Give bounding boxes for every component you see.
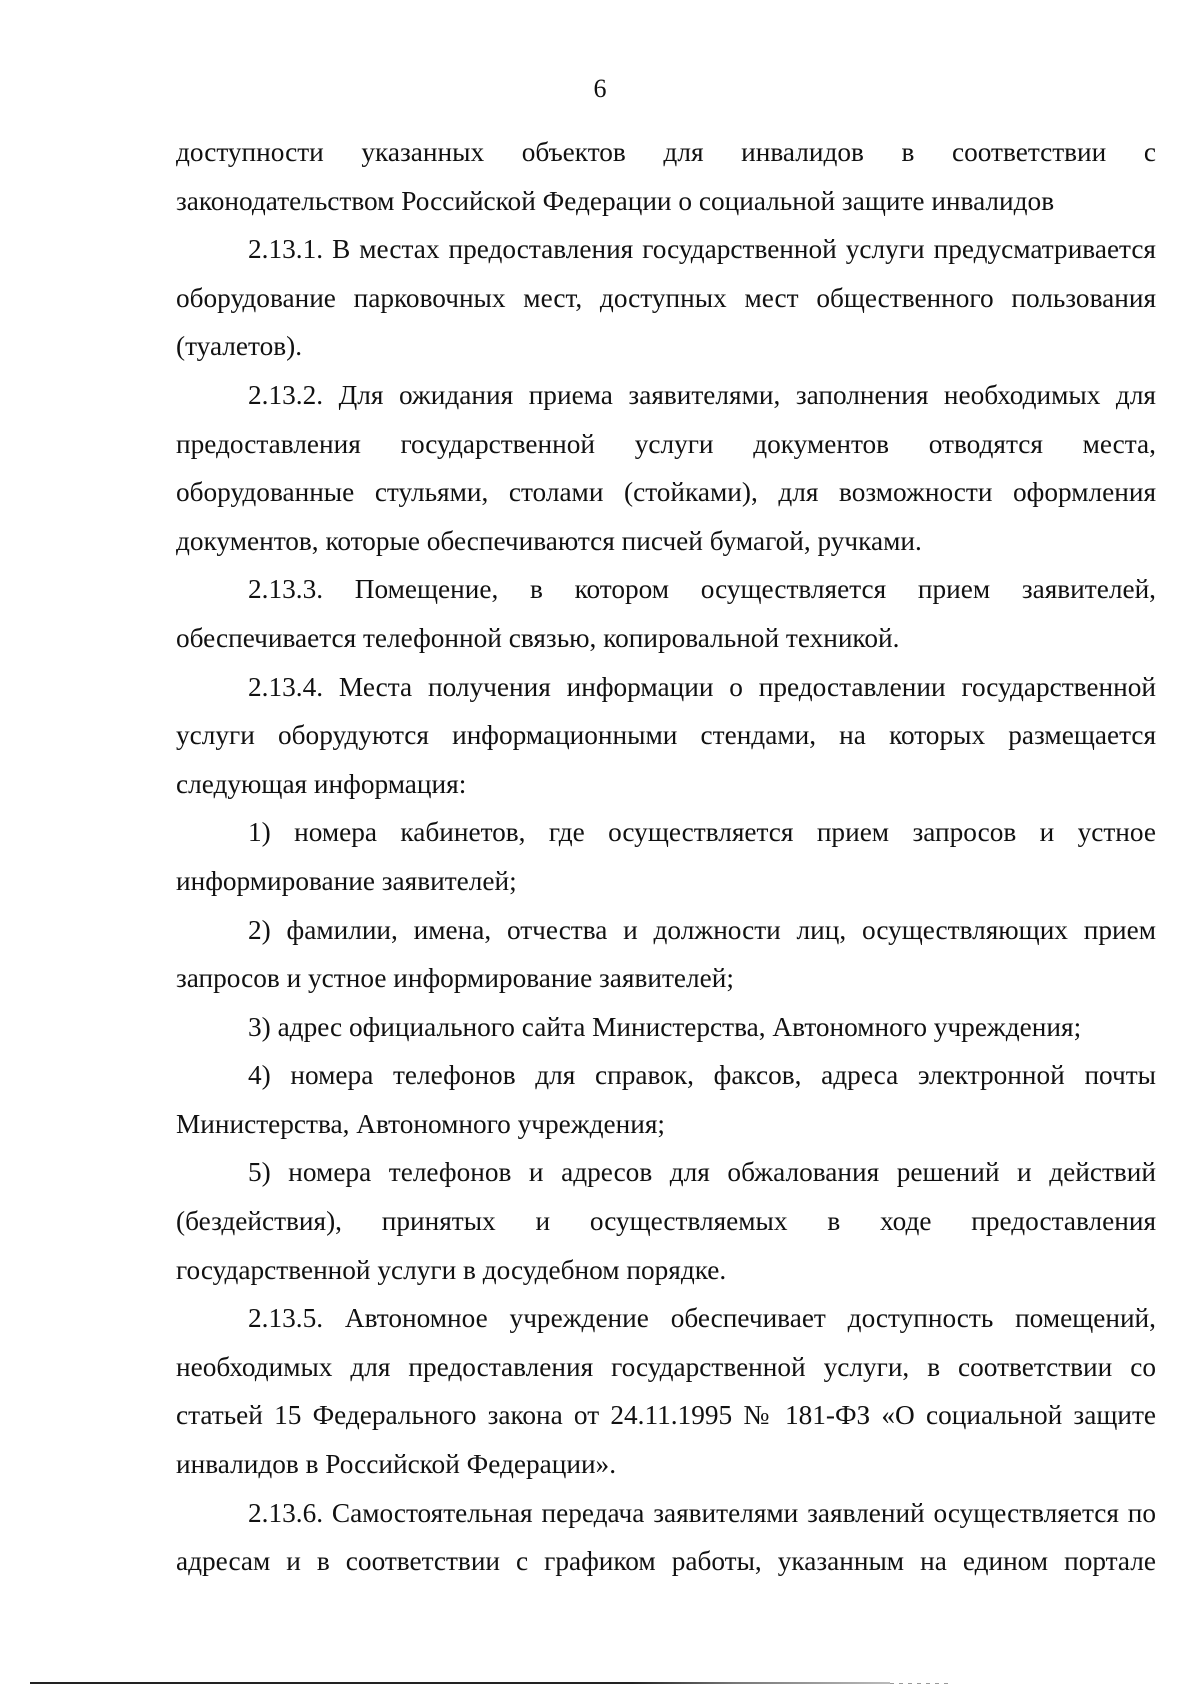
- list-item-2: 2) фамилии, имена, отчества и должности лиц, осуществляющих прием запросов и устное информирование заявителей;: [176, 914, 1156, 994]
- document-body: [176, 128, 1156, 1586]
- paragraph-2-13-2: 2.13.2. Для ожидания приема заявителями, заполнения необходимых для предоставления государственной услуги документов отводятся места, оборудованные стульями, столами (стойками), для возможности оформления документов, которые обеспечиваются писчей бумагой, ручками.: [176, 379, 1156, 556]
- paragraph-2-13-4: 2.13.4. Места получения информации о предоставлении государственной услуги оборудуются информационными стендами, на которых размещается следующая информация:: [176, 671, 1156, 799]
- list-item-1: 1) номера кабинетов, где осуществляется прием запросов и устное информирование заявителей;: [176, 817, 1156, 896]
- paragraph-2-13-6: 2.13.6. Самостоятельная передача заявителями заявлений осуществляется по адресам и в соответствии с графиком работы, указанным на едином портале: [176, 1497, 1156, 1577]
- paragraph-2-13-1: 2.13.1. В местах предоставления государственной услуги предусматривается оборудование парковочных мест, доступных мест общественного пользования (туалетов).: [176, 234, 1156, 362]
- paragraph-continuation: доступности указанных объектов для инвалидов в соответствии с законодательством Российской Федерации о социальной защите инвалидов: [176, 137, 1156, 216]
- list-item-3: 3) адрес официального сайта Министерства, Автономного учреждения;: [248, 1011, 1082, 1042]
- list-item-5: 5) номера телефонов и адресов для обжалования решений и действий (бездействия), принятых и осуществляемых в ходе предоставления государственной услуги в досудебном порядке.: [176, 1157, 1156, 1285]
- paragraph-2-13-3: 2.13.3. Помещение, в котором осуществляется прием заявителей, обеспечивается телефонной связью, копировальной техникой.: [176, 574, 1156, 653]
- paragraph-2-13-5: 2.13.5. Автономное учреждение обеспечивает доступность помещений, необходимых для предоставления государственной услуги, в соответствии со статьей 15 Федерального закона от 24.11.1995 № 181-ФЗ «О социальной защите инвалидов в Российской Федерации».: [176, 1303, 1156, 1480]
- list-item-4: 4) номера телефонов для справок, факсов, адреса электронной почты Министерства, Автономного учреждения;: [176, 1060, 1156, 1139]
- page-number: 6: [593, 74, 607, 103]
- bottom-scan-line: [30, 1682, 890, 1684]
- bottom-scan-line-tail: [890, 1683, 950, 1684]
